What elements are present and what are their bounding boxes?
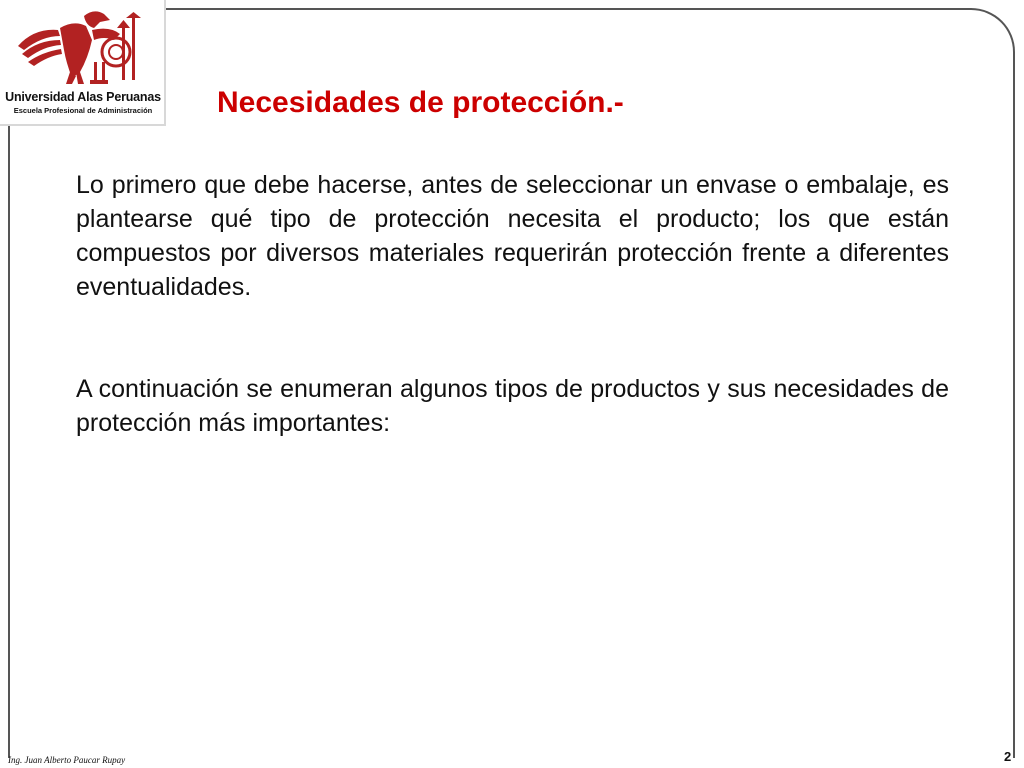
page-number: 2: [1004, 749, 1012, 764]
university-logo: [0, 0, 166, 126]
eagle-emblem-icon: [14, 6, 154, 86]
footer-author: Ing. Juan Alberto Paucar Rupay: [8, 755, 126, 765]
school-name: Escuela Profesional de Administración: [13, 106, 153, 115]
paragraph-intro: Lo primero que debe hacerse, antes de seleccionar un envase o embalaje, es plantearse qué tipo de protección necesita el producto; los que están compuestos por diversos materiales requerirán protección frente a diferentes eventualidades.: [76, 171, 949, 301]
university-name: Universidad Alas Peruanas: [5, 90, 161, 104]
paragraph-list-intro: A continuación se enumeran algunos tipos de productos y sus necesidades de protección más importantes:: [76, 375, 949, 437]
slide-title: Necesidades de protección.-: [217, 86, 624, 119]
